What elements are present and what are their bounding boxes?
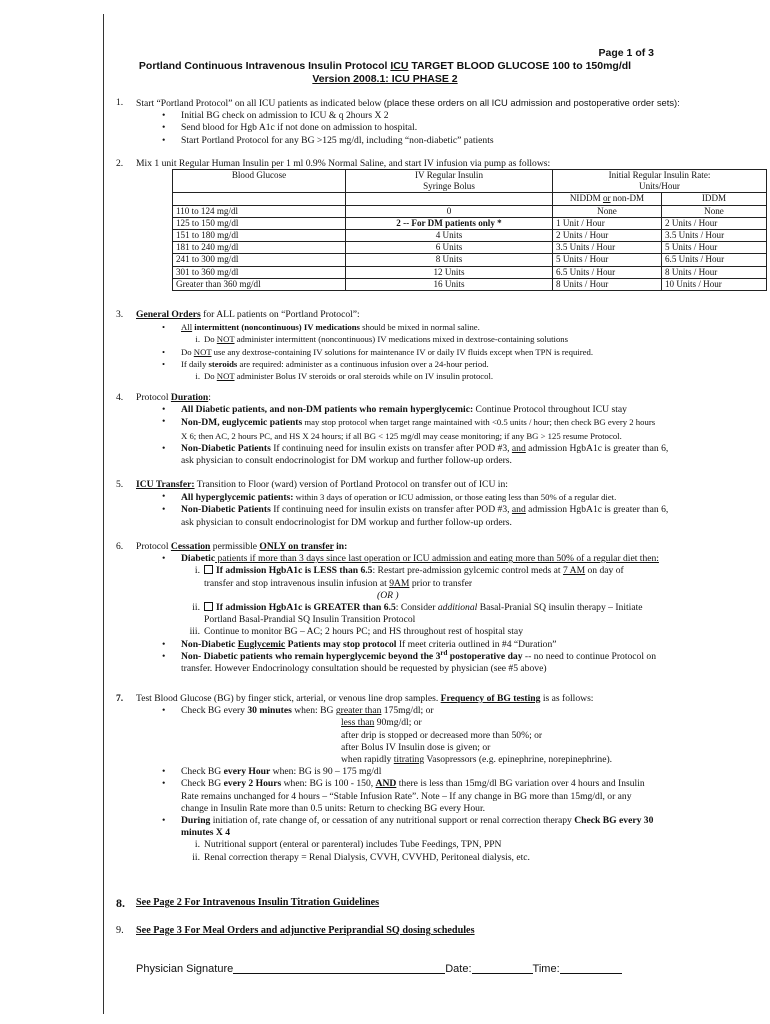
list-item: • Start Portland Protocol for any BG >125 mg/dl, including “non-diabetic” patients xyxy=(136,135,736,147)
left-margin-rule xyxy=(103,14,104,1014)
section-7: 7. Test Blood Glucose (BG) by finger stick, arterial, or venous line drop samples. Frequency of BG testing is as follows: • Check BG every 30 minutes when: BG greater than 175mg/dl; or less than 90mg/dl; or after drip is stopped or decreased more than 50%; or after Bolus IV Insulin dose is given; or when rapidly titrating Vasopressors (e.g. epinephrine, norepinephrine). • Check BG every Hour when: BG is 90 – 175 mg/dl • Check BG every 2 Hours when: BG is 100 - 150, AND there is less than 15mg/dl BG variation over 4 hours and Insulin Rate remains unchanged for 4 hours – “Stable Infusion Rate”. Note – If any change in BG more than 15mg/dl, or any change in Insulin Rate more than 0.5 units: Return to checking BG every Hour. • During initiation of, rate change of, or cessation of any nutritional support or renal correction therapy Check BG every 30 minutes X 4 i. Nutritional support (enteral or parenteral) includes Tube Feedings, TPN, PPN ii. Renal correction therapy = Renal Dialysis, CVVH, CVVHD, Peritoneal dialysis, etc. xyxy=(116,693,736,864)
date-label: Date: xyxy=(445,963,472,975)
section-3: 3. General Orders for ALL patients on “Portland Protocol”: • All intermittent (noncontinuous) IV medications should be mixed in normal saline. i. Do NOT administer intermittent (noncontinuous) IV medications mixed in dextrose-containing solutions • Do NOT use any dextrose-containing IV solutions for maintenance IV or daily IV fluids except when TPN is required. • If daily steroids are required: administer as a continuous infusion over a 24-hour period. i. Do NOT administer Bolus IV steroids or oral steroids while on IV insulin protocol. xyxy=(116,309,736,382)
or-separator: (OR ) xyxy=(377,589,399,601)
col-header-iddm: IDDM xyxy=(662,193,767,205)
version-line: Version 2008.1: ICU PHASE 2 xyxy=(312,73,458,85)
list-item: • Initial BG check on admission to ICU & q 2hours X 2 xyxy=(136,110,736,122)
insulin-dosing-table xyxy=(172,169,767,291)
list-item: iii. Continue to monitor BG – AC; 2 hours PC; and HS throughout rest of hospital stay xyxy=(189,626,523,638)
table-row: 181 to 240 mg/dl 6 Units 3.5 Units / Hour 5 Units / Hour xyxy=(173,242,767,254)
col-header-blood-glucose: Blood Glucose xyxy=(173,170,346,193)
table-row: 110 to 124 mg/dl 0 None None xyxy=(173,205,767,217)
list-item: i. Nutritional support (enteral or parenteral) includes Tube Feedings, TPN, PPN xyxy=(194,839,502,851)
section-8: 8. See Page 2 For Intravenous Insulin Titration Guidelines xyxy=(116,897,736,909)
list-item: • All intermittent (noncontinuous) IV medications should be mixed in normal saline. xyxy=(136,321,736,333)
section-4: 4. Protocol Duration: • All Diabetic patients, and non-DM patients who remain hyperglycemic: Continue Protocol throughout ICU stay • Non-DM, euglycemic patients may stop protocol when target range maintained with <0.5 units / hour; then check BG every 2 hours X 6; then AC, 2 hours PC, and HS X 24 hours; if all BG < 125 mg/dl may cease monitoring; if any BG > 125 resume Protocol. • Non-Diabetic Patients If continuing need for insulin exists on transfer after POD #3, and admission HgbA1c is greater than 6, ask physician to consult endocrinologist for DM workup and further follow-up orders. xyxy=(116,392,736,467)
list-item: i. Do NOT administer Bolus IV steroids or oral steroids while on IV insulin protocol. xyxy=(195,371,494,382)
list-item: i. Do NOT administer intermittent (noncontinuous) IV medications mixed in dextrose-containing solutions xyxy=(195,334,569,345)
list-item: • Non- Diabetic patients who remain hyperglycemic beyond the 3rd postoperative day -- no need to continue Protocol on transfer. However Endocrinology consultation should be requested by physician (see #5 above) xyxy=(136,651,736,675)
list-item: • Check BG every Hour when: BG is 90 – 175 mg/dl xyxy=(136,766,736,778)
physician-signature-field[interactable] xyxy=(233,963,445,974)
list-item: after Bolus IV Insulin dose is given; or xyxy=(341,741,491,753)
section-1: 1. Start “Portland Protocol” on all ICU patients as indicated below (place these orders on all ICU admission and postoperative order sets): • Initial BG check on admission to ICU & q 2hours X 2 • Send blood for Hgb A1c if not done on admission to hospital. • Start Portland Protocol for any BG >125 mg/dl, including “non-diabetic” patients xyxy=(116,97,736,147)
list-item: i. If admission HgbA1c is LESS than 6.5: Restart pre-admission gylcemic control meds at 7 AM on day of transfer and stop intravenous insulin infusion at 9AM prior to transfer xyxy=(194,565,624,589)
list-item: • During initiation of, rate change of, or cessation of any nutritional support or renal correction therapy Check BG every 30 minutes X 4 xyxy=(136,815,736,839)
list-item: • Check BG every 2 Hours when: BG is 100 - 150, AND there is less than 15mg/dl BG variation over 4 hours and Insulin Rate remains unchanged for 4 hours – “Stable Infusion Rate”. Note – If any change in BG more than 15mg/dl, or any change in Insulin Rate more than 0.5 units: Return to checking BG every Hour. xyxy=(136,778,736,815)
table-row: 301 to 360 mg/dl 12 Units 6.5 Units / Hour 8 Units / Hour xyxy=(173,266,767,278)
section-6: 6. Protocol Cessation permissible ONLY on transfer in: • Diabetic patients if more than 3 days since last operation or ICU admission and eating more than 50% of a regular diet then: i. If admission HgbA1c is LESS than 6.5: Restart pre-admission gylcemic control meds at 7 AM on day of transfer and stop intravenous insulin infusion at 9AM prior to transfer (OR ) ii. If admission HgbA1c is GREATER than 6.5: Consider additional Basal-Pranial SQ insulin therapy – Initiate Portland Basal-Prandial SQ Insulin Transition Protocol iii. Continue to monitor BG – AC; 2 hours PC; and HS throughout rest of hospital stay • Non-Diabetic Euglycemic Patients may stop protocol If meet criteria outlined in #4 “Duration” • Non- Diabetic patients who remain hyperglycemic beyond the 3rd postoperative day -- no need to continue Protocol on transfer. However Endocrinology consultation should be requested by physician (see #5 above) xyxy=(116,541,736,675)
list-item: • Non-Diabetic Patients If continuing need for insulin exists on transfer after POD #3, and admission HgbA1c is greater than 6, ask physician to consult endocrinologist for DM workup and further follow-up orders. xyxy=(136,504,736,528)
list-item: • If daily steroids are required: administer as a continuous infusion over a 24-hour period. xyxy=(136,358,736,370)
date-field[interactable] xyxy=(472,963,533,974)
table-row: 151 to 180 mg/dl 4 Units 2 Units / Hour 3.5 Units / Hour xyxy=(173,230,767,242)
signature-line xyxy=(136,963,622,975)
table-row: Greater than 360 mg/dl 16 Units 8 Units / Hour 10 Units / Hour xyxy=(173,278,767,290)
col-header-niddm: NIDDM or non-DM xyxy=(553,193,662,205)
list-item: • Check BG every 30 minutes when: BG greater than 175mg/dl; or xyxy=(136,705,736,717)
list-item: ii. Renal correction therapy = Renal Dialysis, CVVH, CVVHD, Peritoneal dialysis, etc. xyxy=(192,851,530,863)
page-3-reference: See Page 3 For Meal Orders and adjunctive Periprandial SQ dosing schedules xyxy=(136,925,475,936)
col-header-rate: Initial Regular Insulin Rate: Units/Hour xyxy=(553,170,767,193)
list-item: less than 90mg/dl; or xyxy=(341,717,422,729)
list-item: • Non-Diabetic Patients If continuing need for insulin exists on transfer after POD #3, and admission HgbA1c is greater than 6, ask physician to consult endocrinologist for DM workup and further follow-up orders. xyxy=(136,443,736,467)
section-5: 5. ICU Transfer: Transition to Floor (ward) version of Portland Protocol on transfer out of ICU in: • All hyperglycemic patients: within 3 days of operation or ICU admission, or those eating less than 50% of a regular diet. • Non-Diabetic Patients If continuing need for insulin exists on transfer after POD #3, and admission HgbA1c is greater than 6, ask physician to consult endocrinologist for DM workup and further follow-up orders. xyxy=(116,479,736,529)
section-2: 2. Mix 1 unit Regular Human Insulin per 1 ml 0.9% Normal Saline, and start IV infusion via pump as follows: xyxy=(116,158,551,169)
list-item: • Diabetic patients if more than 3 days since last operation or ICU admission and eating more than 50% of a regular diet then: xyxy=(136,553,736,565)
page-number: Page 1 of 3 xyxy=(598,47,654,59)
list-item: ii. If admission HgbA1c is GREATER than 6.5: Consider additional Basal-Pranial SQ insulin therapy – Initiate Portland Basal-Prandial SQ Insulin Transition Protocol xyxy=(192,602,643,626)
table-header-row xyxy=(173,170,767,193)
document-title: Portland Continuous Intravenous Insulin Protocol ICU TARGET BLOOD GLUCOSE 100 to 150mg/dl xyxy=(138,60,632,72)
physician-signature-label: Physician Signature xyxy=(136,963,234,975)
checkbox[interactable] xyxy=(204,602,213,611)
list-item: • Non-Diabetic Euglycemic Patients may stop protocol If meet criteria outlined in #4 “Duration” xyxy=(136,639,736,651)
time-field[interactable] xyxy=(560,963,622,974)
list-item: • All Diabetic patients, and non-DM patients who remain hyperglycemic: Continue Protocol throughout ICU stay xyxy=(136,404,736,416)
col-header-bolus: IV Regular Insulin Syringe Bolus xyxy=(346,170,553,193)
table-row: 125 to 150 mg/dl 2 -- For DM patients only * 1 Unit / Hour 2 Units / Hour xyxy=(173,217,767,229)
list-item: • Do NOT use any dextrose-containing IV solutions for maintenance IV or daily IV fluids except when TPN is required. xyxy=(136,346,736,358)
section-9: 9. See Page 3 For Meal Orders and adjunctive Periprandial SQ dosing schedules xyxy=(116,925,736,937)
list-item: • Non-DM, euglycemic patients may stop protocol when target range maintained with <0.5 units / hour; then check BG every 2 hours X 6; then AC, 2 hours PC, and HS X 24 hours; if all BG < 125 mg/dl may cease monitoring; if any BG > 125 resume Protocol. xyxy=(136,416,736,442)
checkbox[interactable] xyxy=(204,565,213,574)
table-row: 241 to 300 mg/dl 8 Units 5 Units / Hour 6.5 Units / Hour xyxy=(173,254,767,266)
list-item: • Send blood for Hgb A1c if not done on admission to hospital. xyxy=(136,122,736,134)
time-label: Time: xyxy=(532,963,560,975)
table-subheader-row xyxy=(173,193,767,205)
list-item: • All hyperglycemic patients: within 3 days of operation or ICU admission, or those eating less than 50% of a regular diet. xyxy=(136,491,736,504)
list-item: when rapidly titrating Vasopressors (e.g. epinephrine, norepinephrine). xyxy=(341,754,613,766)
page-2-reference: See Page 2 For Intravenous Insulin Titration Guidelines xyxy=(136,897,380,908)
list-item: after drip is stopped or decreased more than 50%; or xyxy=(341,729,543,741)
